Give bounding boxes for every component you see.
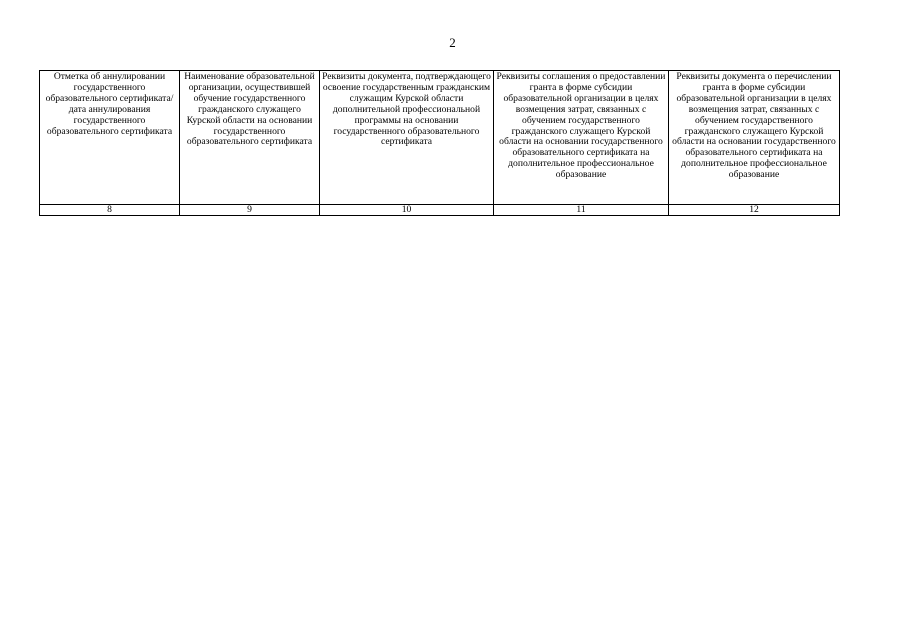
header-cell-grant-agreement: Реквизиты соглашения о предоставлении гранта в форме субсидии образовательной организации в целях возмещения затрат, связанных с обучением государственного гражданского служащего Курской области на основании государственного образовательного сертификата на дополнительное профессиональное образование: [494, 71, 669, 205]
header-cell-annulment-mark: Отметка об аннулировании государственного образовательного сертификата/дата аннулирования государственного образовательного сертификата: [40, 71, 180, 205]
header-cell-grant-transfer-document: Реквизиты документа о перечислении гранта в форме субсидии образовательной организации в целях возмещения затрат, связанных с обучением государственного гражданского служащего Курской области на основании государственного образовательного сертификата на дополнительное профессиональное образование: [669, 71, 840, 205]
column-number-10: 10: [320, 205, 494, 216]
register-table: [39, 70, 840, 216]
column-number-row: [40, 205, 840, 216]
column-number-12: 12: [669, 205, 840, 216]
header-cell-organization-name: Наименование образовательной организации, осуществившей обучение государственного гражданского служащего Курской области на основании государственного образовательного сертификата: [180, 71, 320, 205]
column-number-8: 8: [40, 205, 180, 216]
table-header-row: [40, 71, 840, 205]
page-number: 2: [449, 35, 456, 50]
column-number-9: 9: [180, 205, 320, 216]
column-number-11: 11: [494, 205, 669, 216]
header-cell-completion-document: Реквизиты документа, подтверждающего освоение государственным гражданским служащим Курской области дополнительной профессиональной программы на основании государственного образовательного сертификата: [320, 71, 494, 205]
